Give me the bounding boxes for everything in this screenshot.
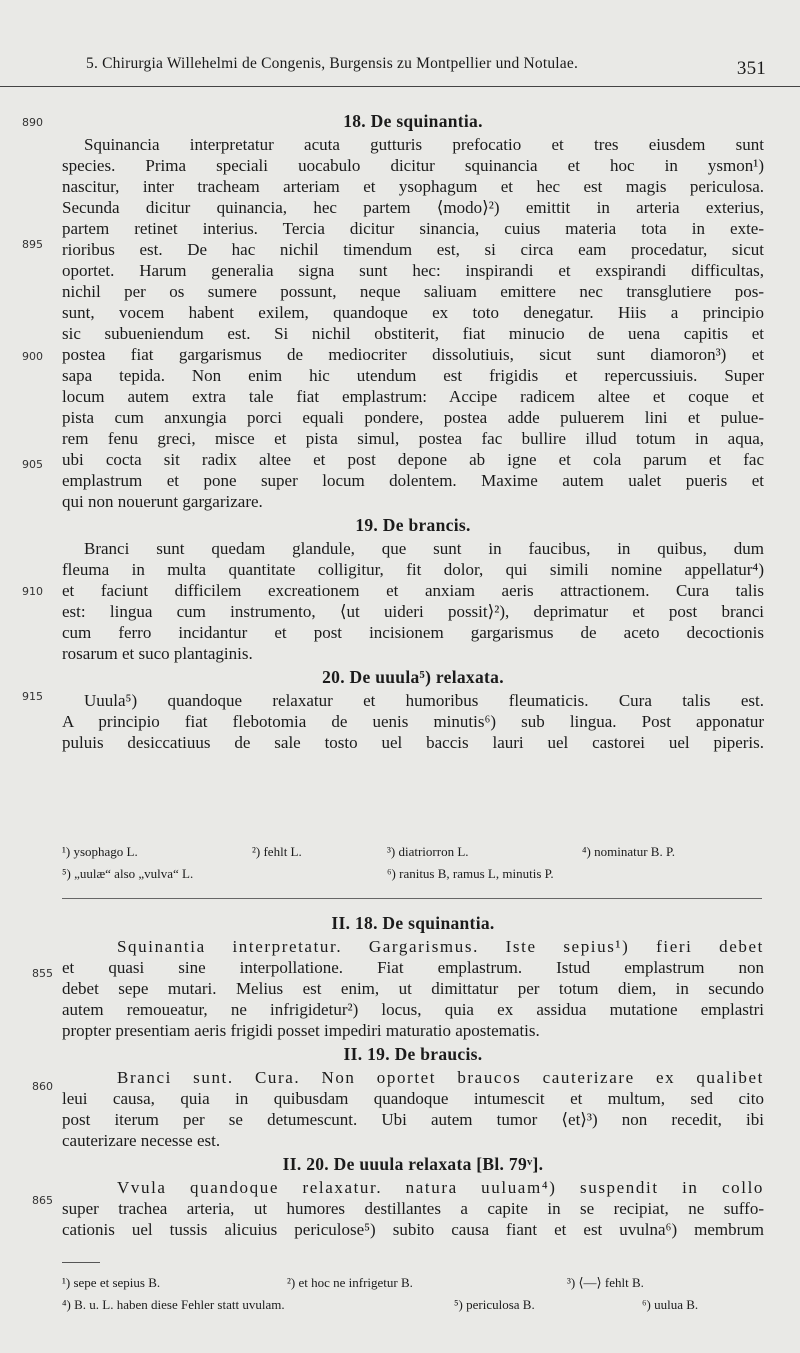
text-line: debet sepe mutari. Melius est enim, ut dimittatur per totum diem, in secundo [62, 979, 764, 998]
text-line: sunt, vocem habent exilem, quandoque ex toto denegatur. Hiis a principio [62, 303, 764, 322]
text-line: cationis uel tussis alicuius periculose⁵) subito causa fiant et est uvulna⁶) membrum [62, 1220, 764, 1239]
text-line: rioribus est. De hac nichil timendum est, si circa eam procedatur, sicut [62, 240, 764, 259]
text-line: Squinantia interpretatur. Gargarismus. Iste sepius¹) fieri debet [117, 937, 764, 956]
footnote: ⁵) „uulæ“ also „vulva“ L. [62, 866, 194, 881]
text-line: Branci sunt. Cura. Non oportet braucos cauterizare ex qualibet [117, 1068, 764, 1087]
text-line: partem retinet interius. Tercia dicitur sinancia, cuius materia tota in exte- [62, 219, 764, 238]
text-line: locum autem extra tale fiat emplastrum: Accipe radicem altee et coque et [62, 387, 764, 406]
section-heading: II. 19. De braucis. [343, 1044, 483, 1064]
text-line: nichil per os sumere possunt, neque saliuam emittere nec transglutiere pos- [62, 282, 764, 301]
text-line: pista cum anxungia porci equali pondere, postea adde puluerem lini et pulue- [62, 408, 764, 427]
line-number: 855 [32, 967, 53, 980]
footnote: ³) diatriorron L. [387, 844, 469, 859]
text-line: super trachea arteria, ut humores destillantes a capite in se recipiat, ne suffo- [62, 1199, 764, 1218]
part2-footnotes [62, 1274, 764, 1314]
header-rule [0, 86, 800, 87]
text-line: sapa tepida. Non enim hic utendum est frigidis et repercussiuis. Super [62, 366, 764, 385]
footnote: ³) ⟨—⟩ fehlt B. [567, 1275, 644, 1290]
running-title: 5. Chirurgia Willehelmi de Congenis, Burgensis zu Montpellier und Notulae. [86, 55, 579, 72]
section-heading: 20. De uuula⁵) relaxata. [322, 667, 504, 687]
text-line: propter presentiam aeris frigidi posset impediri maturatio apostematis. [62, 1021, 540, 1040]
line-number: 915 [22, 690, 43, 703]
part2-body [62, 910, 764, 1240]
footnote: ⁵) periculosa B. [454, 1297, 535, 1312]
line-number: 905 [22, 458, 43, 471]
text-line: rem fenu greci, misce et pista simul, postea fac bullire illud totum in aqua, [62, 429, 764, 448]
text-line: Secunda dicitur quinancia, hec partem ⟨modo⟩²) emittit in arteria exterius, [62, 198, 764, 217]
text-line: fleuma in multa quantitate colligitur, fit dolor, qui simili nomine appellatur⁴) [62, 560, 764, 579]
text-line: species. Prima speciali uocabulo dicitur squinancia et hoc in ysmon¹) [62, 156, 764, 175]
running-header [86, 55, 766, 79]
footnote-row [62, 1296, 764, 1314]
section-heading: II. 20. De uuula relaxata [Bl. 79ᵛ]. [282, 1154, 544, 1174]
part-divider [62, 898, 762, 899]
line-number: 890 [22, 116, 43, 129]
text-line: Squinancia interpretatur acuta gutturis prefocatio et tres eiusdem sunt [84, 135, 764, 154]
page-number: 351 [736, 58, 766, 79]
line-number: 910 [22, 585, 43, 598]
footnote-separator [62, 1262, 100, 1263]
text-line: emplastrum et pone super locum dolentem. Maxime autem ualet pueris et [62, 471, 764, 490]
footnote: ⁶) uulua B. [642, 1297, 699, 1312]
text-line: cauterizare necesse est. [62, 1131, 221, 1150]
text-line: rosarum et suco plantaginis. [62, 644, 253, 663]
text-line: Vvula quandoque relaxatur. natura uuluam⁴) suspendit in collo [117, 1178, 764, 1197]
text-line: et faciunt difficilem excreationem et anxiam aeris attractionem. Cura talis [62, 581, 764, 600]
line-number: 865 [32, 1194, 53, 1207]
part1-body [62, 108, 764, 753]
text-line: qui non nouerunt gargarizare. [62, 492, 263, 511]
line-number: 900 [22, 350, 43, 363]
text-line: sic subueniendum est. Si nichil obstiterit, fiat minucio de uena capitis et [62, 324, 764, 343]
footnote-row [62, 865, 764, 883]
footnote: ¹) sepe et sepius B. [62, 1275, 161, 1290]
footnote-row [62, 1274, 764, 1292]
footnote: ²) et hoc ne infrigetur B. [287, 1275, 413, 1290]
text-line: leui causa, quia in quibusdam quandoque intumescit et multum, sed cito [62, 1089, 764, 1108]
text-line: autem remoueatur, ne infrigidetur²) locus, quia ex assidua mutatione emplastri [62, 1000, 764, 1019]
text-line: postea fiat gargarismus de mediocriter dissolutiuis, sicut sunt diamoron³) et [62, 345, 764, 364]
text-line: Uuula⁵) quandoque relaxatur et humoribus fleumaticis. Cura talis est. [84, 691, 764, 710]
part1-footnotes [62, 843, 764, 883]
text-line: oportet. Harum generalia signa sunt hec: inspirandi et exspirandi difficultas, [62, 261, 764, 280]
footnote-row [62, 843, 764, 861]
line-number: 895 [22, 238, 43, 251]
footnote: ⁴) B. u. L. haben diese Fehler statt uvulam. [62, 1297, 285, 1312]
text-line: nascitur, inter tracheam arteriam et ysophagum et hec est magis periculosa. [62, 177, 764, 196]
text-line: post iterum per se detumescunt. Ubi autem tumor ⟨et⟩³) non recedit, ibi [62, 1110, 764, 1129]
footnote: ⁶) ranitus B, ramus L, minutis P. [387, 866, 554, 881]
text-line: A principio fiat flebotomia de uenis minutis⁶) sub lingua. Post apponatur [62, 712, 764, 731]
text-line: Branci sunt quedam glandule, que sunt in faucibus, in quibus, dum [84, 539, 764, 558]
section-heading: II. 18. De squinantia. [331, 913, 495, 933]
footnote: ¹) ysophago L. [62, 844, 138, 859]
text-line: est: lingua cum instrumento, ⟨ut uideri possit⟩²), deprimatur et post branci [62, 602, 764, 621]
footnote: ⁴) nominatur B. P. [582, 844, 676, 859]
text-line: ubi cocta sit radix altee et post depone ab igne et cola parum et fac [62, 450, 764, 469]
text-line: puluis desiccatiuus de sale tosto uel baccis lauri uel castorei uel piperis. [62, 733, 764, 752]
footnote: ²) fehlt L. [252, 844, 302, 859]
text-line: cum ferro incidantur et post incisionem gargarismus de aceto decoctionis [62, 623, 764, 642]
text-line: et quasi sine interpollatione. Fiat emplastrum. Istud emplastrum non [62, 958, 764, 977]
section-heading: 19. De brancis. [355, 515, 471, 535]
section-heading: 18. De squinantia. [343, 111, 483, 131]
line-number: 860 [32, 1080, 53, 1093]
